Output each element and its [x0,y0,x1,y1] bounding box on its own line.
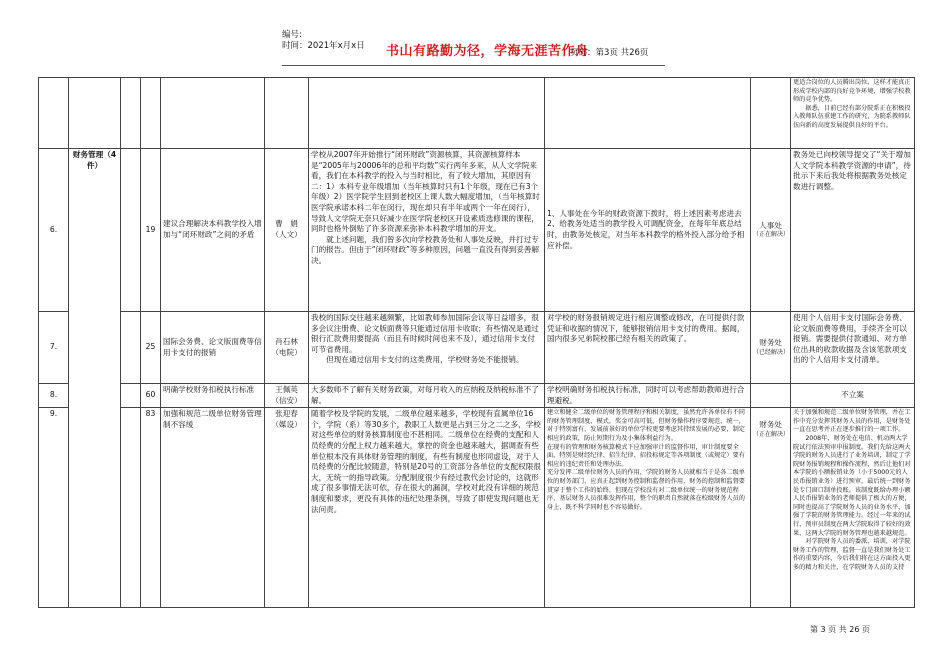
handler-cell [751,408,791,608]
proposer-dept: （电院） [271,347,302,357]
resolution-cell: 教务处已向校领导提交了“关于增加人文学院本科教学资源的申请”，待批示下来后我处将根据教务处核定数进行调整。 [791,149,915,312]
header-meta [282,30,365,52]
status-text: （已经解决） [753,348,790,356]
row-number: 9. [39,408,69,608]
proposer-name: 肖石林 [275,336,298,346]
proposer-name: 王佩英 [275,385,298,394]
category-cell: 财务管理（4件） [69,149,121,608]
doc-time: 时间：2021年x月x日 [282,41,365,51]
footer-page-number: 第 3 页 共 26 页 [810,625,870,634]
proposal-content: 大多数师不了解有关财务政策，对每月收入的应纳税及纳税标准不了解。 [309,384,545,408]
handler-name: 人事处 [759,220,782,230]
handler-cell [751,149,791,312]
proposer-cell [265,312,309,384]
proposal-id: 60 [141,384,161,408]
resolution-cell: 关于加强和规范二级单位财务管理，并在工作中充分发挥其财务人员的作用，是财务处一直在思考并正在逐步推行的一项工作。 2008年，财务处在电信、机动两大学院试行依法预审申报制度。我们先给这两大学院的财务人员进行了业务培训，制定了学院财务报销规程和操作流程，然后让他们对本学院的小额报销业务（小于5000元的人民币报销业务）进行预审，最后统一到财务处专门窗口制单投账。该制度既给办理小额人民币报销业务的老师提供了极大的方便，同时也提高了学院财务人员的业务水平，加强了学院的财务管理能力。经过一年来的试行，预审员制度在两大学院取得了较好的效果，这两大学院的财务管理也越来越规范。 对学院财务人员的委派、培训，对学院财务工作的管理，监督一直是我们财务处工作的重要内容，今后我们将在这方面投入更多的精力和关注，在学院财务人员的支持 [791,408,915,608]
row-number: 6. [39,149,69,312]
header-page-number: 页码：第3页 共26页 [570,48,649,58]
status-text: （正在解决） [753,430,790,438]
doc-number: 编号: [282,30,302,40]
proposer-dept: （人文） [271,230,302,239]
handler-name: 财务处 [759,420,782,430]
proposal-reply: 学校明确财务扣税执行标准，同时可以考虑帮助教师进行合理避税。 [545,384,751,408]
resolution-cell: 更适合岗位的人员腾出岗位，这样才能真正形成学校内部的良好竞争环境，增强学校教师的竞争优势。 据悉，目前已经有部分院系正在积极投入教师队伍重建工作的研究，为院系教师队伍向新的高度发展提供良好的平台。 [791,78,915,149]
proposer-dept: （信安） [271,395,302,405]
proposal-table [38,77,915,608]
proposer-cell [265,149,309,312]
proposal-content: 随着学校及学院的发展，二级单位越来越多，学校现有直属单位16个，学院（系）等30多个，教职工人数更是占到三分之二之多，学校对这些单位的财务核算制度也不甚相同。二级单位在经费的支配和人员经费的分配上权力越来越大，掌控的资金也越来越大，据调查有些单位根本没有具体财务管理的制度，有些有制度也形同虚设，对于人员经费的分配比较随意，特别是20号的工资部分各单位的支配权限很大，无统一的指导政策。分配制度很少有经过教代会讨论的，这就形成了很多事情无法可依，存在很大的漏洞，学校对此没有详细的规范制度和要求，更没有具体的违纪处理条例，导致了即使发现问题也无法问责。 [309,408,545,608]
proposal-title: 国际会务费、论文版面费等信用卡支付的报销 [161,312,265,384]
handler-cell [751,312,791,384]
resolution-cell: 使用个人信用卡支付国际会务费、论文版面费等费用，手续齐全可以报销。需要提供付款通知、对方单位出具的收款收据及含该笔款项支出的个人信用卡支付清单。 [791,312,915,384]
proposal-title: 加强和规范二级单位财务管理制不容缓 [161,408,265,608]
proposer-name: 曹 娟 [275,219,298,229]
header-rule [282,65,665,66]
proposal-content: 我校的国际交往越来越频繁，比如教师参加国际会议等日益增多，很多会议注册费、论文版面费等只能通过信用卡收取；有些情况是通过银行汇款费用要提高（而且有时候时间也来不及），通过信用卡支付可节省费用。 但现在通过信用卡支付的这类费用，学校财务处不能报销。 [309,312,545,384]
proposal-reply: 建立和健全二级单位的财务管理程序和相关制度，虽然允许各单位有不同的财务管理制度、模式，奖金可高可低，但财务操作程序要规范、统一，对于特别富有、发展前景好的单位学校更要考虑其持续发展的必要，制定相应的政策，防止短期行为及小集体利益行为。 在现有的管理和财务核算模式下应加强审计的监督作用，审计制度要全面，特别是财经纪律、招生纪律、招投标规定等各项制度（或规定）要有相应的违纪责任和处理办法。 充分发挥二级单位财务人员的作用，学院的财务人员就相当于是各二级单位的财务部门，应真正起到财务控制和监督的作用，财务的控制和监督要贯穿于整个工作的始终，但现在学校没有对二级单位统一的财务规范程序，基层财务人员很难发挥作用，整个的职责自然就落在校级财务人员的身上，既不科学同时也不容易做好。 [545,408,751,608]
header-motto: 书山有路勤为径，学海无涯苦作舟 [386,44,589,59]
proposal-id: 25 [141,312,161,384]
proposal-id: 83 [141,408,161,608]
table-row [39,78,915,149]
handler-name: 财务处 [759,338,782,348]
proposal-title: 明确学校财务扣税执行标准 [161,384,265,408]
proposer-cell [265,408,309,608]
proposal-reply: 1、人事处在今年的财政资源下拨时，将上述因素考虑进去 2、给教务处适当的教学投入可调配资金，在每年年底总结时，由教务处核定，对当年本科教学的格外投入部分给予相应补偿。 [545,149,751,312]
table-row [39,408,915,608]
table-row [39,312,915,384]
proposer-cell [265,384,309,408]
proposer-name: 张迎春 [275,409,298,419]
status-text: （正在解决） [753,231,790,239]
proposal-id: 19 [141,149,161,312]
proposal-title: 建议合理解决本科教学投入增加与“闭环财政”之间的矛盾 [161,149,265,312]
table-row [39,149,915,312]
resolution-cell: 不立案 [791,384,915,408]
row-number: 7. [39,312,69,384]
proposal-reply: 对学校的财务报销规定进行相应调整或修改，在可提供付款凭证和收据的情况下，能够报销信用卡支付的费用。据闻，国内很多兄弟院校都已经有相关的政策了。 [545,312,751,384]
proposal-content: 学校从2007年开始推行“闭环财政”资源核算，其资源核算样本是“2005年与20006年的总和平均数”实行两年多来，从人文学院来看，我们在本科教学的投入与当时相比，有了较大增加，其原因有二：1）本科专业年级增加（当年核算时只有1个年级，现在已有3个年级）2）医学院学生回到老校区上课人数大幅度增加，（当年核算时医学院承诺本科二年在闵行，现在却只有半年或两个一年在闵行），导致人文学院无奈只好减少在医学院老校区开设素质选修课的课程，同时也格外倒贴了许多资源来弥补本科教学增加的开支。 就上述问题，我们曾多次向学校教务处和人事处反映，并打过专门的报告。但由于“闭环财政”等多种原因，问题一直没有得到妥善解决。 [309,149,545,312]
table-row [39,384,915,408]
handler-cell [751,384,791,408]
row-number: 8. [39,384,69,408]
page-header [282,30,665,68]
proposer-dept: （媒设） [271,419,302,429]
